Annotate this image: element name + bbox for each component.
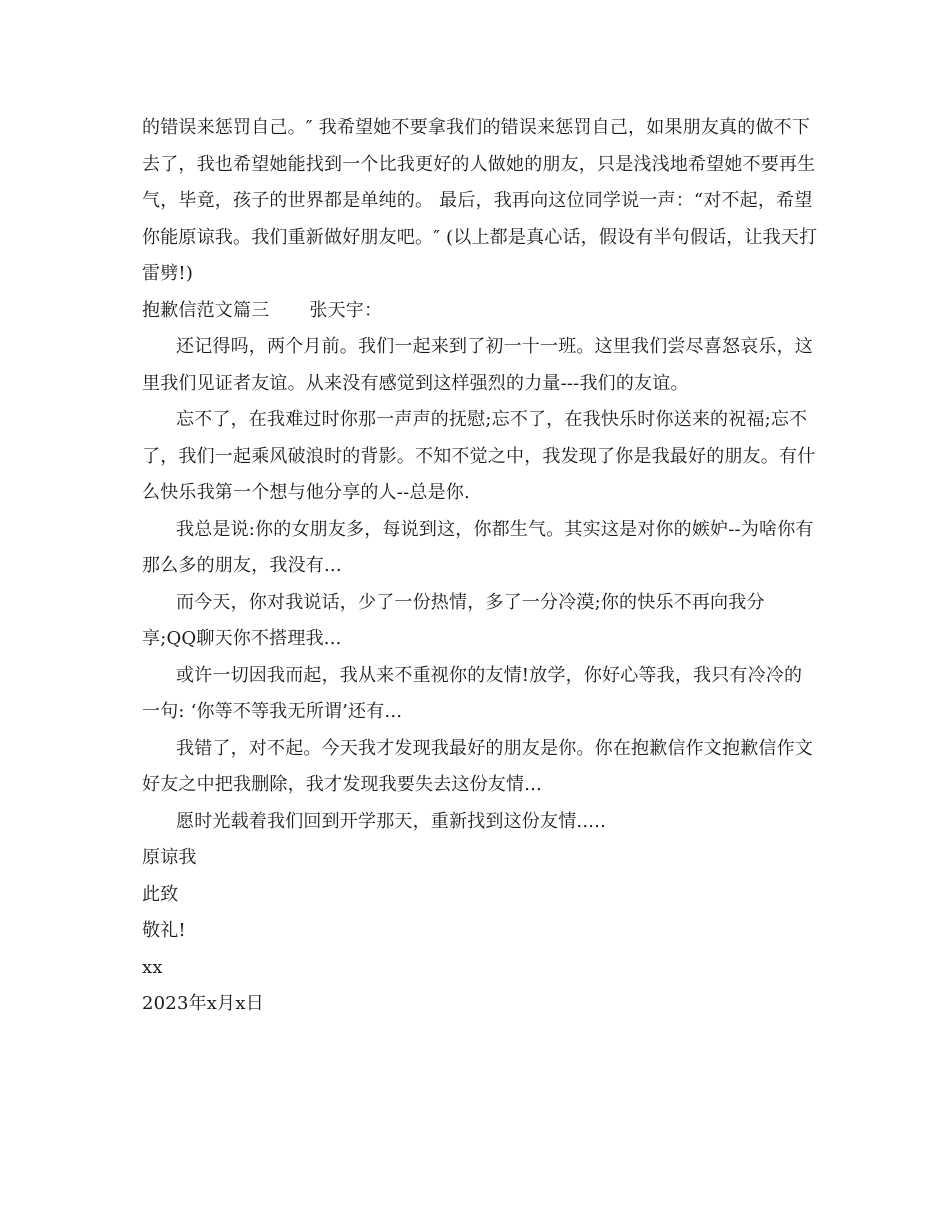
closing-regards-1: 此致 — [142, 883, 179, 905]
paragraph-7: 愿时光载着我们回到开学那天，重新找到这份友情..... — [176, 810, 607, 832]
document-body — [142, 110, 818, 1023]
closing-regards-2: 敬礼! — [142, 920, 186, 941]
paragraph-6: 我错了，对不起。今天我才发现我最好的朋友是你。你在抱歉信作文抱歉信作文好友之中把我删除，我才发现我要失去这份友情... — [142, 737, 813, 795]
paragraph-4: 而今天，你对我说话，少了一份热情，多了一分冷漠;你的快乐不再向我分享;QQ聊天你不搭理我... — [142, 591, 765, 649]
intro-paragraph: 的错误来惩罚自己。″ 我希望她不要拿我们的错误来惩罚自己，如果朋友真的做不下去了，我也希望她能找到一个比我更好的人做她的朋友，只是浅浅地希望她不要再生气，毕竟，孩子的世界都是单纯的。 最后，我再向这位同学说一声：“对不起，希望你能原谅我。我们重新做好朋友吧。″ (以上都是真心话，假设有半句假话，让我天打雷劈!) — [142, 117, 818, 284]
paragraph-1: 还记得吗，两个月前。我们一起来到了初一十一班。这里我们尝尽喜怒哀乐，这里我们见证者友谊。从来没有感觉到这样强烈的力量---我们的友谊。 — [142, 336, 813, 394]
addressee: 张天宇： — [309, 299, 383, 321]
letter-date: 2023年x月x日 — [142, 993, 264, 1014]
section-title: 抱歉信范文篇三 — [142, 299, 270, 321]
paragraph-2: 忘不了，在我难过时你那一声声的抚慰;忘不了，在我快乐时你送来的祝福;忘不了，我们一起乘风破浪时的背影。不知不觉之中，我发现了你是我最好的朋友。有什么快乐我第一个想与他分享的人--总是你. — [142, 409, 816, 503]
paragraph-3: 我总是说:你的女朋友多，每说到这，你都生气。其实这是对你的嫉妒--为啥你有那么多的朋友，我没有... — [142, 518, 814, 576]
signature: xx — [142, 956, 163, 978]
closing-forgive: 原谅我 — [142, 847, 197, 868]
paragraph-5: 或许一切因我而起，我从来不重视你的友情!放学，你好心等我，我只有冷冷的一句: ‘你等不等我无所谓’还有... — [142, 664, 803, 722]
section-heading — [142, 293, 818, 330]
